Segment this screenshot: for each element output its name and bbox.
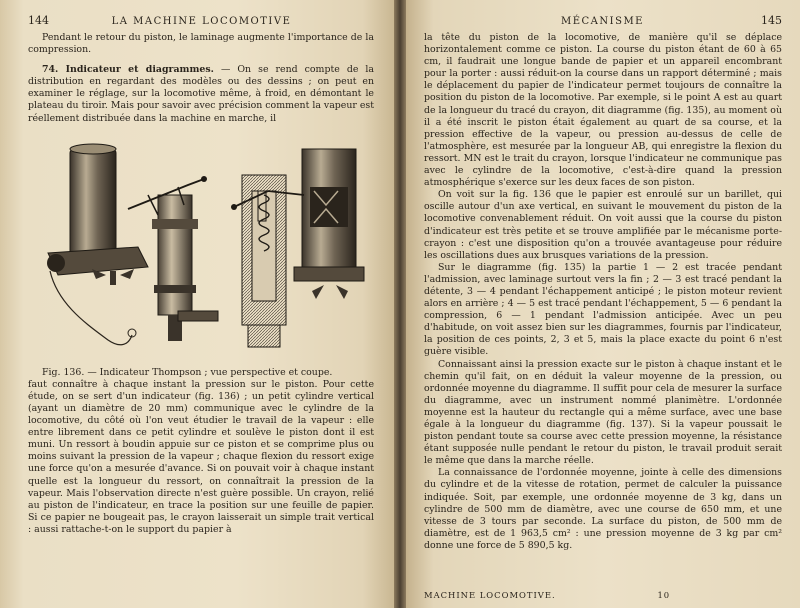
figure-caption: Fig. 136. — Indicateur Thompson ; vue perspective et coupe. xyxy=(42,366,333,378)
right-paragraph-4: Connaissant ainsi la pression exacte sur le piston à chaque instant et le chemin qu'il fait, on en déduit la valeur moyenne de la pression, ou ordonnée moyenne du diagramme. Il suffit pour cela de mesurer la surface du diagramme, avec un instrument nommé planimètre. L'ordonnée moyenne est la hauteur du rectangle qui a même surface, avec une base égale à la longueur du diagramme (fig. 137). Si la vapeur poussait le piston pendant toute sa course avec cette pression moyenne, la résistance étant supposée nulle pendant le retour du piston, le travail produit serait le même que dans la marche réelle. xyxy=(424,358,782,467)
footer-sheet-number: 10 xyxy=(657,590,671,600)
figure-136-engraving xyxy=(28,135,374,363)
right-page xyxy=(406,0,800,608)
footer-signature: MACHINE LOCOMOTIVE. xyxy=(424,590,556,600)
section-body: — On se rend compte de la distribution en regardant des modèles ou des dessins ; on peut en examiner le réglage, sur la locomotive même, à froid, en démontant le plateau du tiroir. Mais pour savoir avec précision comment la vapeur est réellement distribuée dans la machine en marche, il xyxy=(28,64,375,124)
right-page-number: 145 xyxy=(760,14,782,27)
book-gutter xyxy=(394,0,406,608)
left-running-title: LA MACHINE LOCOMOTIVE xyxy=(111,16,292,27)
indicator-illustration xyxy=(28,135,374,363)
right-paragraph-5: La connaissance de l'ordonnée moyenne, jointe à celle des dimensions du cylindre et de la vitesse de rotation, permet de calculer la puissance indiquée. Soit, par exemple, une ordonnée moyenne de 3 kg, dans un cylindre de 500 mm de diamètre, avec une course de 650 mm, et une vitesse de 3 tours par seconde. La surface du piston, de 500 mm de diamètre, est de 1 963,5 cm² : une pression moyenne de 3 kg par cm² donne une force de 5 890,5 kg. xyxy=(424,467,782,551)
left-paragraph-1: Pendant le retour du piston, le laminage augmente l'importance de la compression. xyxy=(28,32,374,56)
right-running-head xyxy=(424,14,782,28)
left-paragraph-3: faut connaître à chaque instant la pression sur le piston. Pour cette étude, on se sert d'un indicateur (fig. 136) ; un petit cylindre vertical (ayant un diamètre de 20 mm) communique avec le cylindre de la locomotive, du côté où l'on veut étudier le travail de la vapeur : elle entre librement dans ce petit cylindre et soulève le piston dont il est muni. Un ressort à boudin appuie sur ce piston et se comprime plus ou moins suivant la pression de la vapeur ; chaque flexion du ressort exige une force qu'on a mesurée d'avance. Si on pouvait voir à chaque instant quelle est la longueur du ressort, on connaîtrait la pression de la vapeur. Mais l'observation directe n'est guère possible. Un crayon, relié au piston de l'indicateur, en trace la position sur une feuille de papier. Si ce papier ne bougeait pas, le crayon laisserait un simple trait vertical : aussi rattache-t-on le support du papier à xyxy=(28,378,374,535)
left-page-number: 144 xyxy=(28,14,49,27)
right-paragraph-3: Sur le diagramme (fig. 135) la partie 1 — 2 est tracée pendant l'admission, avec laminage surtout vers la fin ; 2 — 3 est tracé pendant la détente, 3 — 4 pendant l'échappement anticipé ; le piston moteur revient alors en arrière ; 4 — 5 est tracé pendant l'échappement, 5 — 6 pendant la compression, 6 — 1 pendant l'admission anticipée. Avec un peu d'habitude, on voit assez bien sur les diagrammes, fournis par l'indicateur, la position de ces points, 2, 3 et 5, mais la place exacte du point 6 n'est guère visible. xyxy=(424,261,782,358)
right-running-title: MÉCANISME xyxy=(560,16,644,27)
right-page-footer xyxy=(424,590,782,600)
section-title: 74. Indicateur et diagrammes. xyxy=(42,64,214,76)
right-paragraph-1: la tête du piston de la locomotive, de manière qu'il se déplace horizontalement comme ce piston. La course du piston étant de 60 à 65 cm, il faudrait une longue bande de papier et un appareil encombrant pour la porter : aussi réduit-on la course dans un rapport déterminé ; mais le déplacement du papier de l'indicateur permet toujours de connaître la position du piston de la locomotive. Par exemple, si le point A est au quart de la longueur du tracé du crayon, dit diagramme (fig. 135), au moment où il a été inscrit le piston était également au quart de sa course, et la pression effective de la vapeur, ou pression au-dessus de celle de l'atmosphère, est mesurée par la longueur AB, qui enregistre la flexion du ressort. MN est le trait du crayon, lorsque l'indicateur ne communique pas avec le cylindre de la locomotive, c'est-à-dire quand la pression atmosphérique s'exerce sur les deux faces de son piston. xyxy=(424,32,782,189)
left-page xyxy=(0,0,394,608)
left-paragraph-2 xyxy=(28,64,374,124)
right-paragraph-2: On voit sur la fig. 136 que le papier est enroulé sur un barillet, qui oscille autour d'un axe vertical, en suivant le mouvement du piston de la locomotive convenablement réduit. On voit aussi que la course du piston d'indicateur est très petite et se trouve amplifiée par le mécanisme porte-crayon : c'est une disposition qu'on a trouvée avantageuse pour réduire les oscillations dues aux brusques variations de la pression. xyxy=(424,189,782,261)
left-running-head xyxy=(28,14,374,28)
